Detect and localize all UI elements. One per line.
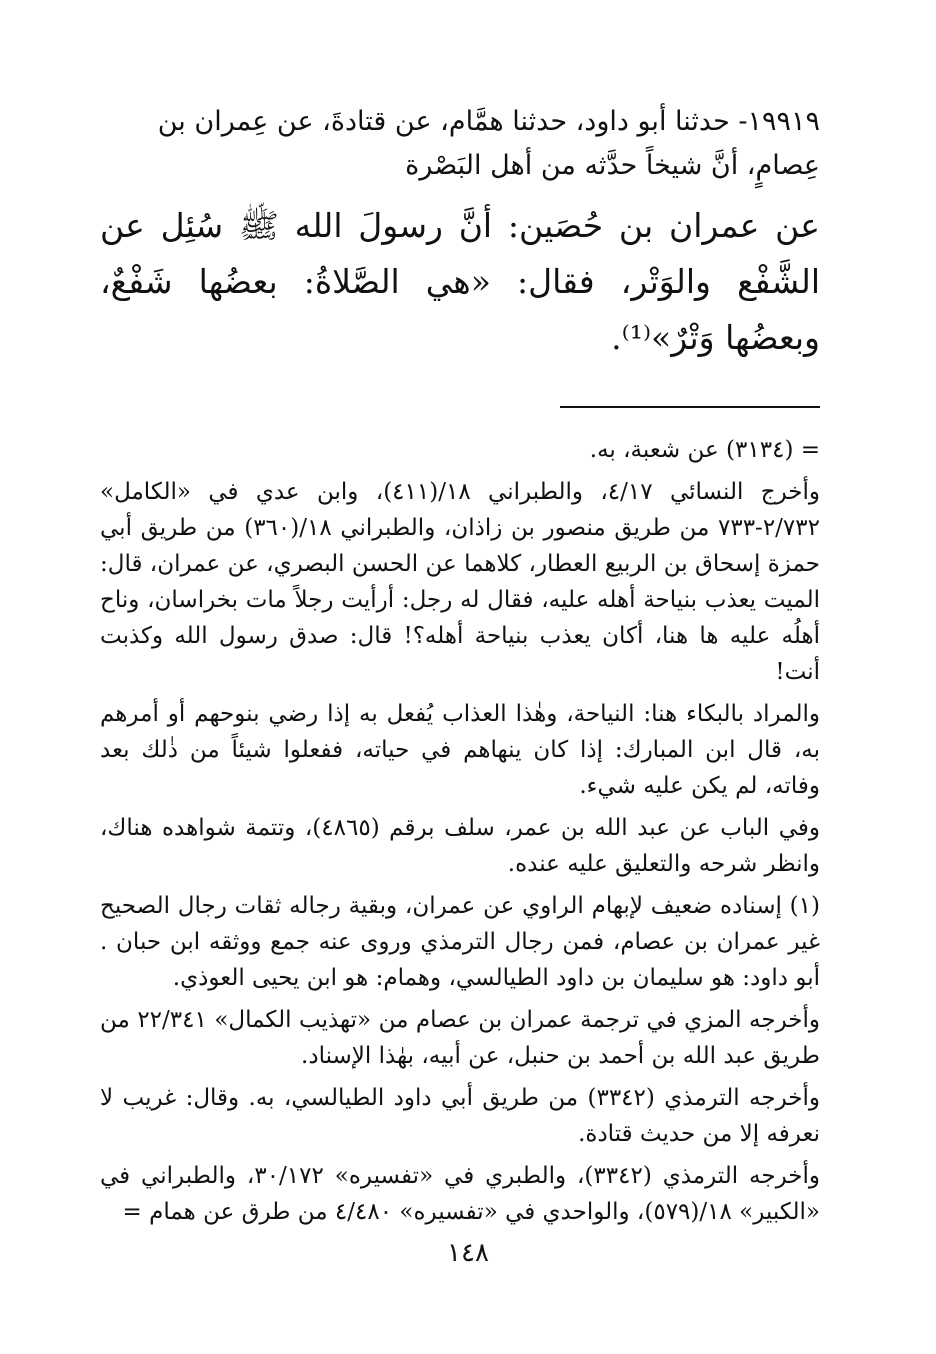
footnote-continuation: = (٣١٣٤) عن شعبة، به. [589,437,820,463]
hadith-isnad [100,100,820,188]
footnotes [100,432,820,1230]
footnote-1: (١) إسناده ضعيف لإبهام الراوي عن عمران، وبقية رجاله ثقات رجال الصحيح غير عمران بن عصام، فمن رجال الترمذي وروى عنه جمع ووثقه ابن حبان . أبو داود: هو سليمان بن داود الطيالسي، وهمام: هو ابن يحيى العوذي. [100,893,820,991]
page-number: ١٤٨ [447,1238,489,1268]
footnote-paragraph: وأخرج النسائي ٤/١٧، والطبراني ١٨/(٤١١)، وابن عدي في «الكامل» ٢/٧٣٢-٧٣٣ من طريق منصور بن زاذان، والطبراني ١٨/(٣٦٠) من طريق أبي حمزة إسحاق بن الربيع العطار، كلاهما عن الحسن البصري، عن عمران، قال: الميت يعذب بنياحة أهله عليه، فقال له رجل: أرأيت رجلاً مات بخراسان، وناح أهلُه عليه ها هنا، أكان يعذب بنياحة أهله؟! قال: صدق رسول الله وكذبت أنت! [100,479,820,685]
footnote-paragraph: وأخرجه المزي في ترجمة عمران بن عصام من «تهذيب الكمال» ٢٢/٣٤١ من طريق عبد الله بن أحمد بن حنبل، عن أبيه، بهٰذا الإسناد. [100,1007,820,1069]
hadith-isnad-line-2: عِصامٍ، أنَّ شيخاً حدَّثه من أهل البَصْرة [405,150,820,181]
footnote-separator [560,406,820,408]
footnote-paragraph: وأخرجه الترمذي (٣٣٤٢)، والطبري في «تفسيره» ٣٠/١٧٢، والطبراني في «الكبير» ١٨/(٥٧٩)، والواحدي في «تفسيره» ٤/٤٨٠ من طرق عن همام = [100,1163,820,1225]
footnote-paragraph: والمراد بالبكاء هنا: النياحة، وهٰذا العذاب يُفعل به إذا رضي بنوحهم أو أمرهم به، قال ابن المبارك: إذا كان ينهاهم في حياته، ففعلوا شيئاً من ذٰلك بعد وفاته، لم يكن عليه شيء. [100,701,820,799]
hadith-isnad-line-1: ١٩٩١٩- حدثنا أبو داود، حدثنا همَّام، عن قتادةَ، عن عِمران بن [157,106,820,137]
footnote-paragraph: وأخرجه الترمذي (٣٣٤٢) من طريق أبي داود الطيالسي، به. وقال: غريب لا نعرفه إلا من حديث قتادة. [100,1085,820,1147]
footnote-paragraph: وفي الباب عن عبد الله بن عمر، سلف برقم (٤٨٦٥)، وتتمة شواهده هناك، وانظر شرحه والتعليق عليه عنده. [100,815,820,877]
document-page [100,100,820,1236]
hadith-matn: عن عمران بن حُصَين: أنَّ رسولَ الله ﷺ سُئِل عن الشَّفْع والوَتْر، فقال: «هي الصَّلاةُ: بعضُها شَفْعٌ، وبعضُها وَتْرٌ»⁽¹⁾. [100,206,820,357]
